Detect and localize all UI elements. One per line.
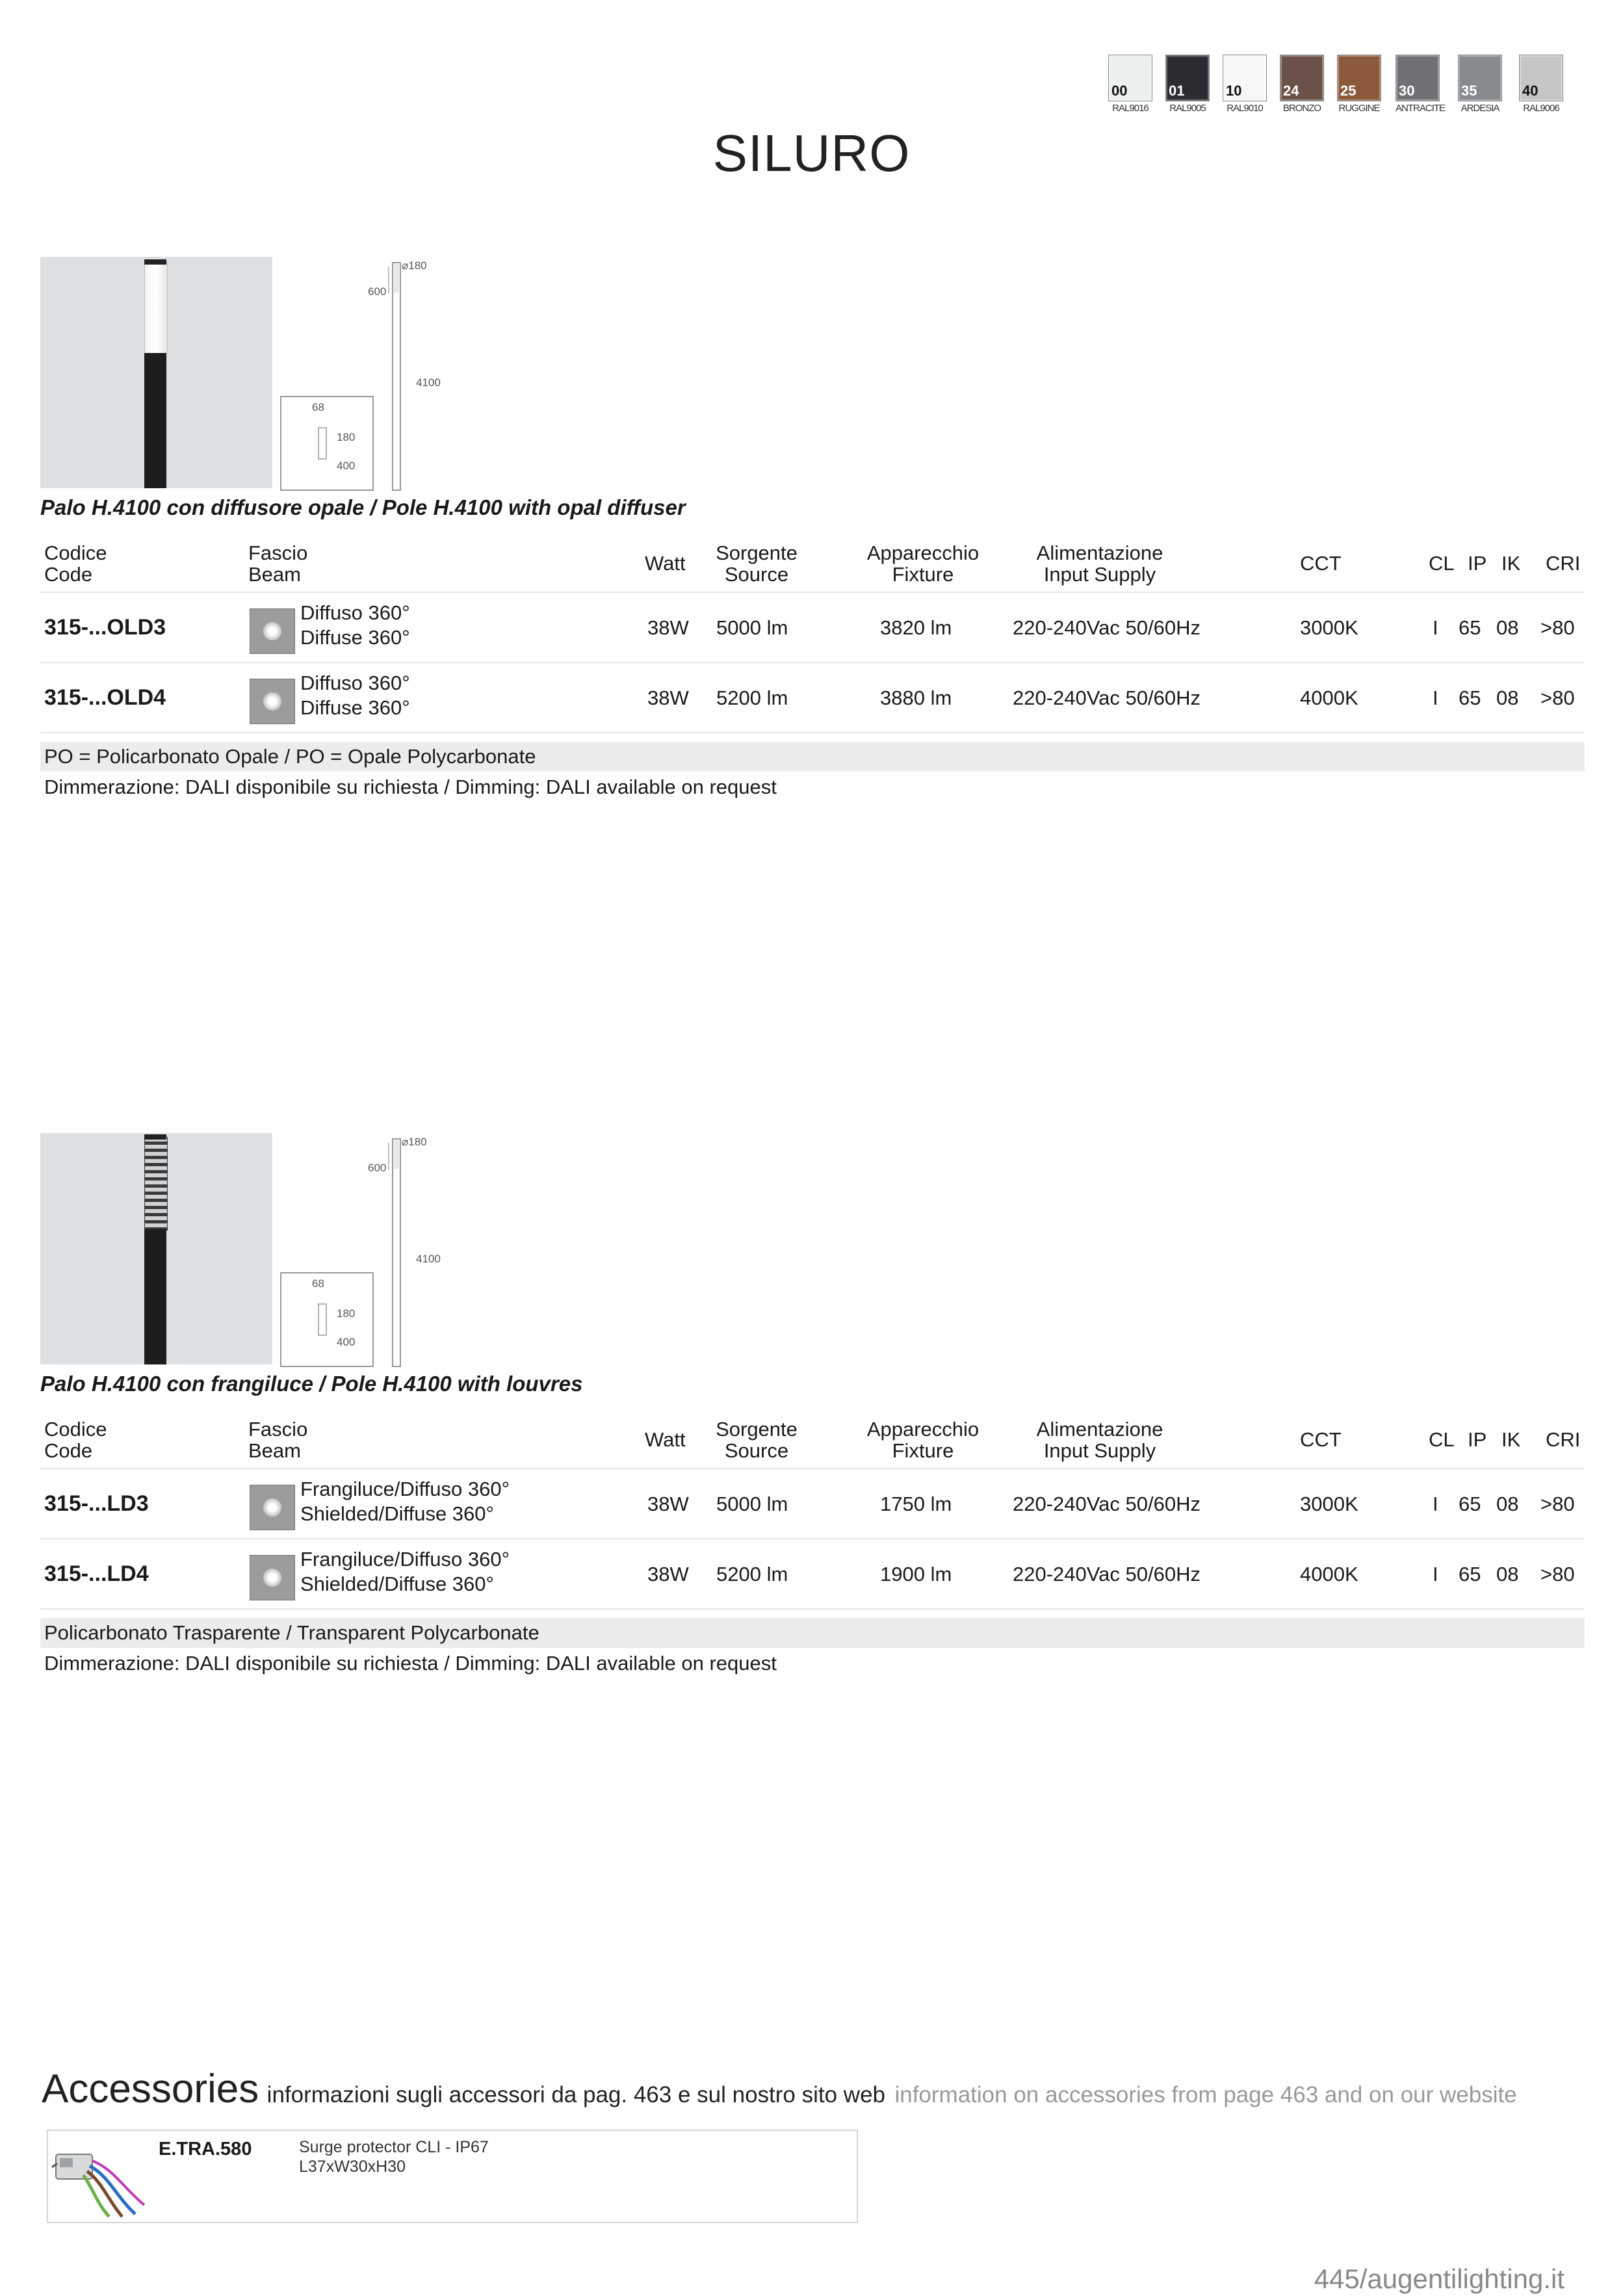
- header-source: Sorgente Source: [716, 541, 798, 586]
- section-title-louvres: Palo H.4100 con frangiluce / Pole H.4100 with louvres: [40, 1372, 583, 1396]
- header-ik: IK: [1501, 1428, 1521, 1451]
- ip-value: 65: [1459, 1493, 1481, 1515]
- ip-value: 65: [1459, 616, 1481, 639]
- finish-swatches: [1108, 55, 1570, 116]
- dim-base-c: 400: [337, 1336, 356, 1348]
- product-code: 315-...OLD3: [44, 615, 166, 640]
- pole-body: [144, 353, 166, 488]
- finish-swatch: 25 RUGGINE: [1337, 55, 1381, 114]
- dim-total-height: 4100: [416, 1253, 441, 1265]
- product-code: 315-...OLD4: [44, 685, 166, 710]
- beam-icon: [250, 1555, 295, 1600]
- swatch-chip: 25: [1337, 55, 1381, 101]
- spec-table-opal: [40, 540, 1585, 728]
- pole-cap: [144, 1134, 166, 1140]
- dimming-note: Dimmerazione: DALI disponibile su richiesta / Dimming: DALI available on request: [44, 1652, 777, 1675]
- finish-swatch: 24 BRONZO: [1280, 55, 1324, 114]
- header-ip: IP: [1468, 1428, 1487, 1451]
- input-supply: 220-240Vac 50/60Hz: [1013, 1563, 1201, 1585]
- header-cct: CCT: [1300, 1428, 1342, 1451]
- table-row: [40, 1469, 1585, 1539]
- swatch-chip: 24: [1280, 55, 1324, 101]
- fixture-lumen: 3880 lm: [880, 686, 952, 709]
- swatch-chip: 40: [1519, 55, 1563, 101]
- header-ik: IK: [1501, 552, 1521, 575]
- cri-value: >80: [1540, 616, 1575, 639]
- accessory-item: [47, 2130, 858, 2223]
- cl-value: I: [1433, 686, 1438, 709]
- beam-description: Frangiluce/Diffuso 360° Shielded/Diffuse 360°: [300, 1548, 510, 1595]
- finish-swatch: 40 RAL9006: [1519, 55, 1563, 114]
- watt-value: 38W: [647, 616, 689, 639]
- pole-body: [144, 1229, 166, 1364]
- swatch-chip: 00: [1108, 55, 1152, 101]
- cri-value: >80: [1540, 1493, 1575, 1515]
- header-fixture: Apparecchio Fixture: [866, 1418, 980, 1462]
- dimension-drawing: [279, 255, 448, 495]
- watt-value: 38W: [647, 1493, 689, 1515]
- table-header: [40, 1416, 1585, 1469]
- ik-value: 08: [1496, 616, 1519, 639]
- product-code: 315-...LD3: [44, 1491, 149, 1516]
- accessories-info-it: informazioni sugli accessori da pag. 463 e sul nostro sito web: [266, 2082, 886, 2107]
- table-header: [40, 540, 1585, 593]
- beam-icon: [250, 1485, 295, 1530]
- cct-value: 4000K: [1300, 686, 1358, 709]
- finish-swatch: 00 RAL9016: [1108, 55, 1152, 114]
- header-cct: CCT: [1300, 552, 1342, 575]
- fixture-lumen: 1750 lm: [880, 1493, 952, 1515]
- accessories-heading: [42, 2066, 1517, 2112]
- dim-base-c: 400: [337, 460, 356, 472]
- cl-value: I: [1433, 1493, 1438, 1515]
- input-supply: 220-240Vac 50/60Hz: [1013, 616, 1201, 639]
- dim-base-a: 68: [312, 401, 324, 413]
- cl-value: I: [1433, 1563, 1438, 1585]
- finish-swatch: 30 ANTRACITE: [1396, 55, 1440, 114]
- cct-value: 3000K: [1300, 616, 1358, 639]
- beam-description: Frangiluce/Diffuso 360° Shielded/Diffuse 360°: [300, 1478, 510, 1525]
- table-row: [40, 593, 1585, 663]
- header-ip: IP: [1468, 552, 1487, 575]
- accessory-description: Surge protector CLI - IP67 L37xW30xH30: [299, 2138, 489, 2176]
- ik-value: 08: [1496, 1563, 1519, 1585]
- accessories-title: Accessories: [42, 2067, 259, 2111]
- header-fixture: Apparecchio Fixture: [866, 541, 980, 586]
- ip-value: 65: [1459, 1563, 1481, 1585]
- input-supply: 220-240Vac 50/60Hz: [1013, 1493, 1201, 1515]
- spec-table-louvres: [40, 1416, 1585, 1604]
- header-code: Codice Code: [44, 1418, 107, 1462]
- cct-value: 4000K: [1300, 1563, 1358, 1585]
- table-row: [40, 1539, 1585, 1610]
- beam-icon: [250, 608, 295, 654]
- header-cri: CRI: [1546, 1428, 1581, 1451]
- header-watt: Watt: [645, 1428, 686, 1451]
- swatch-chip: 10: [1223, 55, 1267, 101]
- cct-value: 3000K: [1300, 1493, 1358, 1515]
- dim-total-height: 4100: [416, 376, 441, 389]
- dim-diameter: ⌀180: [402, 259, 427, 272]
- dim-base-a: 68: [312, 1277, 324, 1290]
- finish-swatch: 35 ARDESIA: [1458, 55, 1502, 114]
- header-supply: Alimentazione Input Supply: [1036, 1418, 1163, 1462]
- header-cl: CL: [1429, 552, 1455, 575]
- header-source: Sorgente Source: [716, 1418, 798, 1462]
- finish-swatch: 10 RAL9010: [1223, 55, 1267, 114]
- dim-head-height: 600: [368, 285, 387, 298]
- beam-description: Diffuso 360° Diffuse 360°: [300, 601, 410, 649]
- fixture-lumen: 3820 lm: [880, 616, 952, 639]
- accessories-info-en: information on accessories from page 463 and on our website: [894, 2082, 1517, 2107]
- page-title: SILURO: [712, 124, 911, 182]
- material-note: Policarbonato Trasparente / Transparent Polycarbonate: [40, 1618, 1585, 1648]
- swatch-chip: 35: [1458, 55, 1502, 101]
- dim-diameter: ⌀180: [402, 1136, 427, 1148]
- ip-value: 65: [1459, 686, 1481, 709]
- dim-base-b: 180: [337, 1307, 356, 1320]
- ik-value: 08: [1496, 1493, 1519, 1515]
- product-photo-opal: [40, 257, 272, 488]
- header-cri: CRI: [1546, 552, 1581, 575]
- header-cl: CL: [1429, 1428, 1455, 1451]
- louvre-head: [144, 1137, 168, 1231]
- header-beam: Fascio Beam: [248, 541, 308, 586]
- dimming-note: Dimmerazione: DALI disponibile su richiesta / Dimming: DALI available on request: [44, 776, 777, 798]
- swatch-chip: 30: [1396, 55, 1440, 101]
- header-supply: Alimentazione Input Supply: [1036, 541, 1163, 586]
- product-photo-louvres: [40, 1133, 272, 1364]
- finish-swatch: 01 RAL9005: [1165, 55, 1210, 114]
- source-lumen: 5000 lm: [716, 616, 788, 639]
- beam-icon: [250, 679, 295, 724]
- source-lumen: 5200 lm: [716, 686, 788, 709]
- header-beam: Fascio Beam: [248, 1418, 308, 1462]
- source-lumen: 5000 lm: [716, 1493, 788, 1515]
- surge-protector-icon: [51, 2137, 148, 2218]
- header-code: Codice Code: [44, 541, 107, 586]
- header-watt: Watt: [645, 552, 686, 575]
- watt-value: 38W: [647, 686, 689, 709]
- cl-value: I: [1433, 616, 1438, 639]
- fixture-lumen: 1900 lm: [880, 1563, 952, 1585]
- opal-diffuser: [144, 262, 168, 354]
- beam-description: Diffuso 360° Diffuse 360°: [300, 672, 410, 719]
- table-row: [40, 663, 1585, 733]
- section-title-opal: Palo H.4100 con diffusore opale / Pole H.4100 with opal diffuser: [40, 495, 686, 519]
- pole-cap: [144, 259, 166, 265]
- watt-value: 38W: [647, 1563, 689, 1585]
- swatch-chip: 01: [1165, 55, 1210, 101]
- page-footer: 445/augentilighting.it: [1314, 2263, 1565, 2294]
- product-code: 315-...LD4: [44, 1561, 149, 1586]
- material-note: PO = Policarbonato Opale / PO = Opale Polycarbonate: [40, 742, 1585, 772]
- dim-head-height: 600: [368, 1162, 387, 1174]
- input-supply: 220-240Vac 50/60Hz: [1013, 686, 1201, 709]
- cri-value: >80: [1540, 686, 1575, 709]
- dim-base-b: 180: [337, 431, 356, 443]
- ik-value: 08: [1496, 686, 1519, 709]
- cri-value: >80: [1540, 1563, 1575, 1585]
- accessory-code: E.TRA.580: [159, 2139, 252, 2159]
- dimension-drawing: [279, 1131, 448, 1372]
- source-lumen: 5200 lm: [716, 1563, 788, 1585]
